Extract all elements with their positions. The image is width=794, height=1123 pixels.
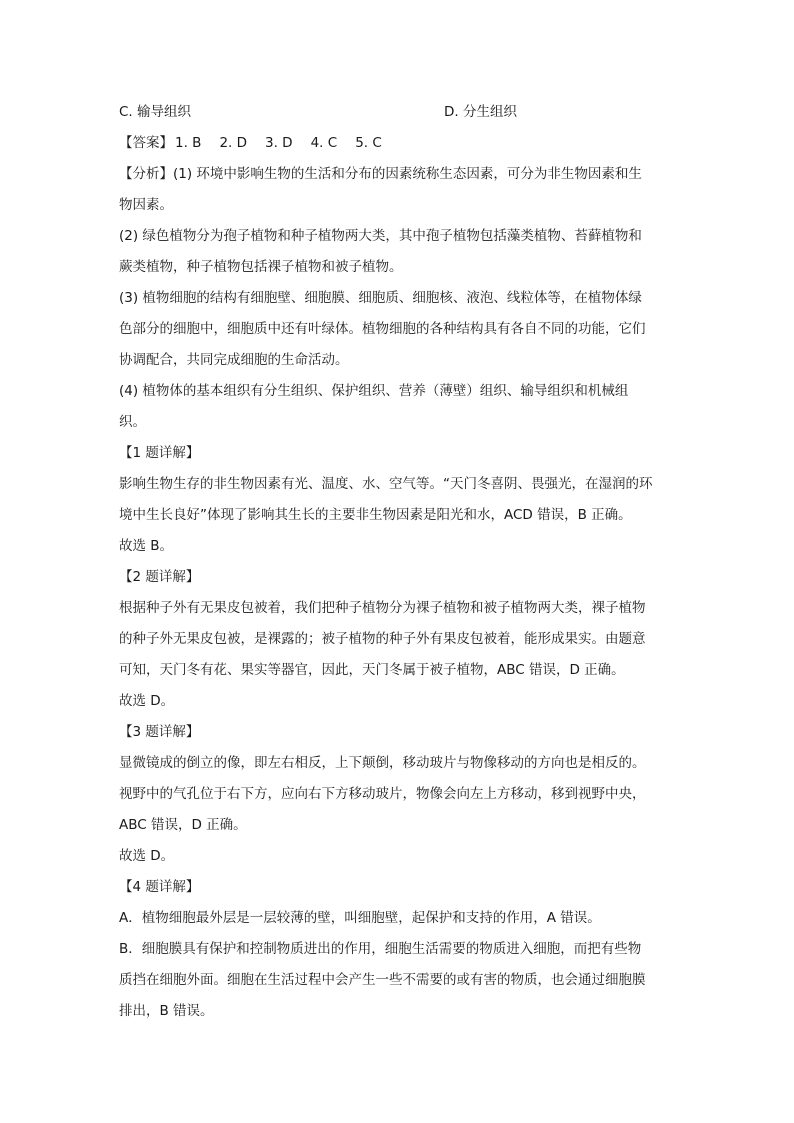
q4-heading: 【4 题详解】 xyxy=(119,879,200,895)
analysis-paragraph-2 xyxy=(119,224,679,279)
q1-conclusion: 故选 B。 xyxy=(119,538,174,554)
option-c: C. 输导组织 xyxy=(119,104,192,120)
text-line: A．植物细胞最外层是一层较薄的壁，叫细胞壁，起保护和支持的作用，A 错误。 xyxy=(119,910,601,926)
text-line: 质挡在细胞外面。细胞在生活过程中会产生一些不需要的或有害的物质，也会通过细胞膜 xyxy=(119,972,646,988)
text-line: 织。 xyxy=(119,414,146,430)
document-body xyxy=(119,100,679,1030)
text-line xyxy=(119,162,679,186)
analysis-paragraph-3 xyxy=(119,286,679,372)
q2-conclusion: 故选 D。 xyxy=(119,693,175,709)
answer-line xyxy=(119,131,679,155)
q4-option-a xyxy=(119,906,679,930)
text-line: 排出，B 错误。 xyxy=(119,1003,214,1019)
text-line: 根据种子外有无果皮包被着，我们把种子植物分为裸子植物和被子植物两大类，裸子植物 xyxy=(119,600,646,616)
q3-heading: 【3 题详解】 xyxy=(119,724,200,740)
answer-item: 4. C xyxy=(310,135,338,151)
text-line: (3) 植物细胞的结构有细胞壁、细胞膜、细胞质、细胞核、液泡、线粒体等，在植物体绿 xyxy=(119,290,642,306)
option-d: D. 分生组织 xyxy=(444,104,517,120)
options-row xyxy=(119,100,679,124)
text-line: 显微镜成的倒立的像，即左右相反，上下颠倒，移动玻片与物像移动的方向也是相反的。 xyxy=(119,755,646,771)
q4-option-b xyxy=(119,937,679,1023)
text-line: 的种子外无果皮包被，是裸露的；被子植物的种子外有果皮包被着，能形成果实。由题意 xyxy=(119,631,646,647)
answer-item: 3. D xyxy=(265,135,293,151)
text-line: 境中生长良好”体现了影响其生长的主要非生物因素是阳光和水，ACD 错误，B 正确。 xyxy=(119,507,632,523)
text-line: 协调配合，共同完成细胞的生命活动。 xyxy=(119,352,349,368)
analysis-text: (1) 环境中影响生物的生活和分布的因素统称生态因素，可分为非生物因素和生 xyxy=(173,166,642,182)
q1-heading: 【1 题详解】 xyxy=(119,445,200,461)
q2-explanation xyxy=(119,596,679,682)
text-line: (4) 植物体的基本组织有分生组织、保护组织、营养（薄壁）组织、输导组织和机械组 xyxy=(119,383,629,399)
answer-tag: 【答案】 xyxy=(119,135,173,151)
q3-explanation xyxy=(119,751,679,837)
text-line: 视野中的气孔位于右下方，应向右下方移动玻片，物像会向左上方移动，移到视野中央， xyxy=(119,786,646,802)
text-line: 可知，天门冬有花、果实等器官，因此，天门冬属于被子植物，ABC 错误，D 正确。 xyxy=(119,662,625,678)
analysis-tag: 【分析】 xyxy=(119,166,173,182)
text-line: 蕨类植物，种子植物包括裸子植物和被子植物。 xyxy=(119,259,403,275)
text-line: ABC 错误，D 正确。 xyxy=(119,817,247,833)
text-line: B．细胞膜具有保护和控制物质进出的作用，细胞生活需要的物质进入细胞，而把有些物 xyxy=(119,941,642,957)
text-line: (2) 绿色植物分为孢子植物和种子植物两大类，其中孢子植物包括藻类植物、苔藓植物和 xyxy=(119,228,642,244)
text-line: 影响生物生存的非生物因素有光、温度、水、空气等。“天门冬喜阴、畏强光，在湿润的环 xyxy=(119,476,653,492)
answer-item: 1. B xyxy=(175,135,202,151)
analysis-paragraph-1 xyxy=(119,162,679,217)
q2-heading: 【2 题详解】 xyxy=(119,569,200,585)
q3-conclusion: 故选 D。 xyxy=(119,848,175,864)
text-line: 物因素。 xyxy=(119,197,173,213)
q1-explanation xyxy=(119,472,679,527)
answer-item: 2. D xyxy=(219,135,248,151)
analysis-paragraph-4 xyxy=(119,379,679,434)
answer-item: 5. C xyxy=(355,135,382,151)
text-line: 色部分的细胞中，细胞质中还有叶绿体。植物细胞的各种结构具有各自不同的功能，它们 xyxy=(119,321,646,337)
